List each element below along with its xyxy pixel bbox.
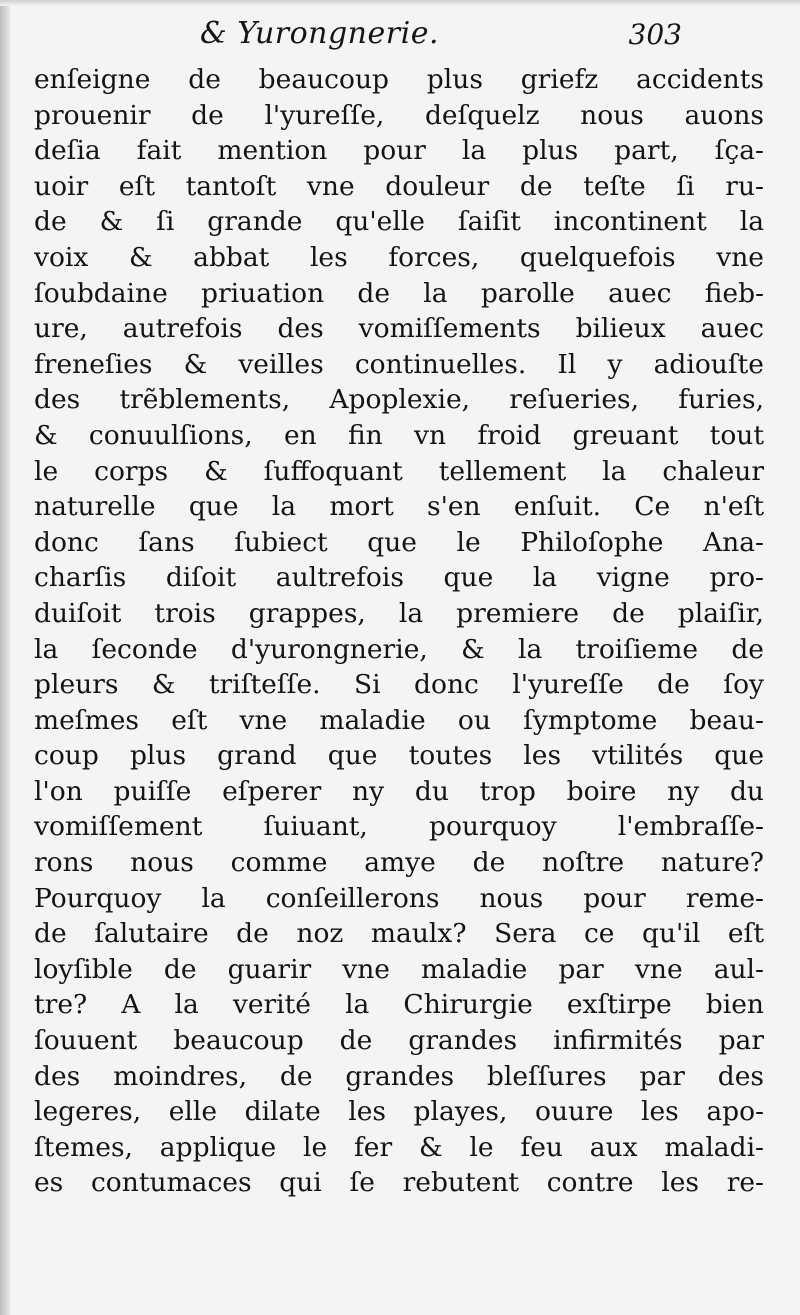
text-line: le corps & ſuffoquant tellement la chaleur	[34, 455, 764, 487]
text-line: des trẽblements, Apoplexie, reſueries, furies,	[34, 384, 764, 416]
text-line: loyſible de guarir vne maladie par vne aul-	[34, 953, 764, 985]
text-line: ure, autrefois des vomiſſements bilieux auec	[34, 313, 764, 345]
text-line: pleurs & triſteſſe. Si donc l'yureſſe de ſoy	[34, 669, 764, 701]
text-line: la ſeconde d'yurongnerie, & la troiſieme de	[34, 633, 764, 665]
text-line: prouenir de l'yureſſe, deſquelz nous auons	[34, 99, 764, 131]
text-line: uoir eſt tantoſt vne douleur de teſte ſi ru-	[34, 170, 764, 202]
running-title: & Yurongnerie.	[200, 16, 439, 51]
text-line: des moindres, de grandes bleſſures par des	[34, 1060, 764, 1092]
text-line: duiſoit trois grappes, la premiere de plaiſir,	[34, 597, 764, 629]
text-line: vomiſſement ſuiuant, pourquoy l'embraſſe-	[34, 811, 764, 843]
text-line: donc ſans ſubiect que le Philoſophe Ana-	[34, 526, 764, 558]
page-gutter-shadow	[0, 0, 10, 1315]
text-line: voix & abbat les forces, quelquefois vne	[34, 241, 764, 273]
body-text	[34, 62, 764, 1201]
text-line: l'on puiſſe eſperer ny du trop boire ny du	[34, 775, 764, 807]
text-line: rons nous comme amye de noſtre nature?	[34, 847, 764, 879]
text-line: meſmes eſt vne maladie ou ſymptome beau-	[34, 704, 764, 736]
text-line: freneſies & veilles continuelles. Il y adiouſte	[34, 348, 764, 380]
text-line: coup plus grand que toutes les vtilités que	[34, 740, 764, 772]
text-line: de & ſi grande qu'elle ſaiſit incontinent la	[34, 206, 764, 238]
text-line: & conuulſions, en fin vn froid greuant tout	[34, 419, 764, 451]
text-line: ſouuent beaucoup de grandes infirmités par	[34, 1025, 764, 1057]
text-line: legeres, elle dilate les playes, ouure les apo-	[34, 1096, 764, 1128]
text-line: ſtemes, applique le fer & le feu aux maladi-	[34, 1131, 764, 1163]
page-header	[0, 16, 800, 60]
text-line: es contumaces qui ſe rebutent contre les re-	[34, 1167, 764, 1199]
page-number: 303	[628, 18, 682, 51]
text-line: naturelle que la mort s'en enſuit. Ce n'eſt	[34, 491, 764, 523]
text-line: Pourquoy la conſeillerons nous pour reme-	[34, 882, 764, 914]
text-line: charſis diſoit aultrefois que la vigne pro-	[34, 562, 764, 594]
text-line: deſia fait mention pour la plus part, ſça-	[34, 135, 764, 167]
text-line: de ſalutaire de noz maulx? Sera ce qu'il eſt	[34, 918, 764, 950]
page-top-edge	[0, 0, 800, 6]
text-line: tre? A la verité la Chirurgie exſtirpe bien	[34, 989, 764, 1021]
text-line: ſoubdaine priuation de la parolle auec fieb-	[34, 277, 764, 309]
text-line: enſeigne de beaucoup plus griefz accidents	[34, 64, 764, 95]
